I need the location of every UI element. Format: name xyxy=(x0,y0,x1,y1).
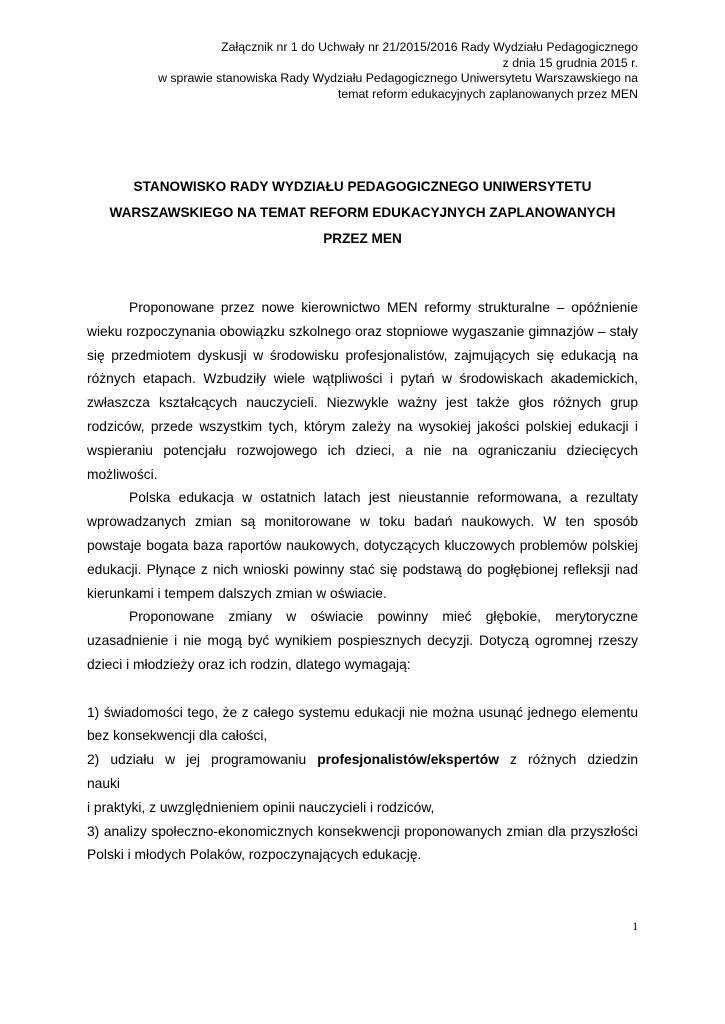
header-line-4: temat reform edukacyjnych zaplanowanych przez MEN xyxy=(337,86,638,101)
list-item-2-text-end: z różnych dziedzin xyxy=(498,752,638,768)
paragraph-2: Polska edukacja w ostatnich latach jest nieustannie reformowana, a rezultaty wprowadzanych zmian są monitorowane w toku badań naukowych. W ten sposób powstaje bogata baza raportów naukowych, dotyczących kluczowych problemów polskiej edukacji. Płynące z nich wnioski powinny stać się podstawą do pogłębionej refleksji nad kierunkami i tempem dalszych zmian w oświacie. xyxy=(87,490,638,601)
requirements-list xyxy=(87,701,638,868)
list-item-2-emphasis: profesjonalistów/ekspertów xyxy=(317,752,499,768)
list-item-3: 3) analizy społeczno-ekonomicznych konsekwencji proponowanych zmian dla przyszłości Polski i młodych Polaków, rozpoczynających edukację. xyxy=(87,823,638,863)
list-item-2-text-start: 2) udziału w jej programowaniu xyxy=(87,752,318,768)
header-line-1: Załącznik nr 1 do Uchwały nr 21/2015/2016 Rady Wydziału Pedagogicznego xyxy=(221,40,638,54)
page-number: 1 xyxy=(632,921,638,933)
paragraph-1: Proponowane przez nowe kierownictwo MEN reformy strukturalne – opóźnienie wieku rozpoczynania obowiązku szkolnego oraz stopniowe wygaszanie gimnazjów – stały się przedmiotem dyskusji w środowisku profesjonalistów, zajmujących się edukacją na różnych etapach. Wzbudziły wiele wątpliwości i pytań w środowiskach akademickich, zwłaszcza kształcących nauczycieli. Niezwykle ważny jest także głos różnych grup rodziców, przede wszystkim tych, którym zależy na wysokiej jakości polskiej edukacji i wspieraniu potencjału rozwojowego ich dzieci, a nie na ograniczaniu dziecięcych możliwości. xyxy=(87,300,638,482)
header-line-3: w sprawie stanowiska Rady Wydziału Pedagogicznego Uniwersytetu Warszawskiego na xyxy=(158,71,638,86)
header-line-2: z dnia 15 grudnia 2015 r. xyxy=(502,55,638,70)
document-body xyxy=(87,296,638,867)
title-line-3: PRZEZ MEN xyxy=(323,231,402,246)
title-line-2: WARSZAWSKIEGO NA TEMAT REFORM EDUKACYJNYCH ZAPLANOWANYCH xyxy=(109,205,616,220)
list-item-1: 1) świadomości tego, że z całego systemu edukacji nie można usunąć jednego elementu bez konsekwencji dla całości, xyxy=(87,704,638,744)
list-item-2-line-2: nauki xyxy=(87,775,120,791)
document-title xyxy=(87,174,638,252)
attachment-header xyxy=(78,40,638,102)
paragraph-3: Proponowane zmiany w oświacie powinny mieć głębokie, merytoryczne uzasadnienie i nie mogą być wynikiem pospiesznych decyzji. Dotyczą ogromnej rzeszy dzieci i młodzieży oraz ich rodzin, dlatego wymagają: xyxy=(87,609,638,672)
list-item-2 xyxy=(87,748,638,772)
list-item-2-line-3: i praktyki, z uwzględnieniem opinii nauczycieli i rodziców, xyxy=(87,799,435,815)
title-line-1: STANOWISKO RADY WYDZIAŁU PEDAGOGICZNEGO UNIWERSYTETU xyxy=(133,179,592,194)
